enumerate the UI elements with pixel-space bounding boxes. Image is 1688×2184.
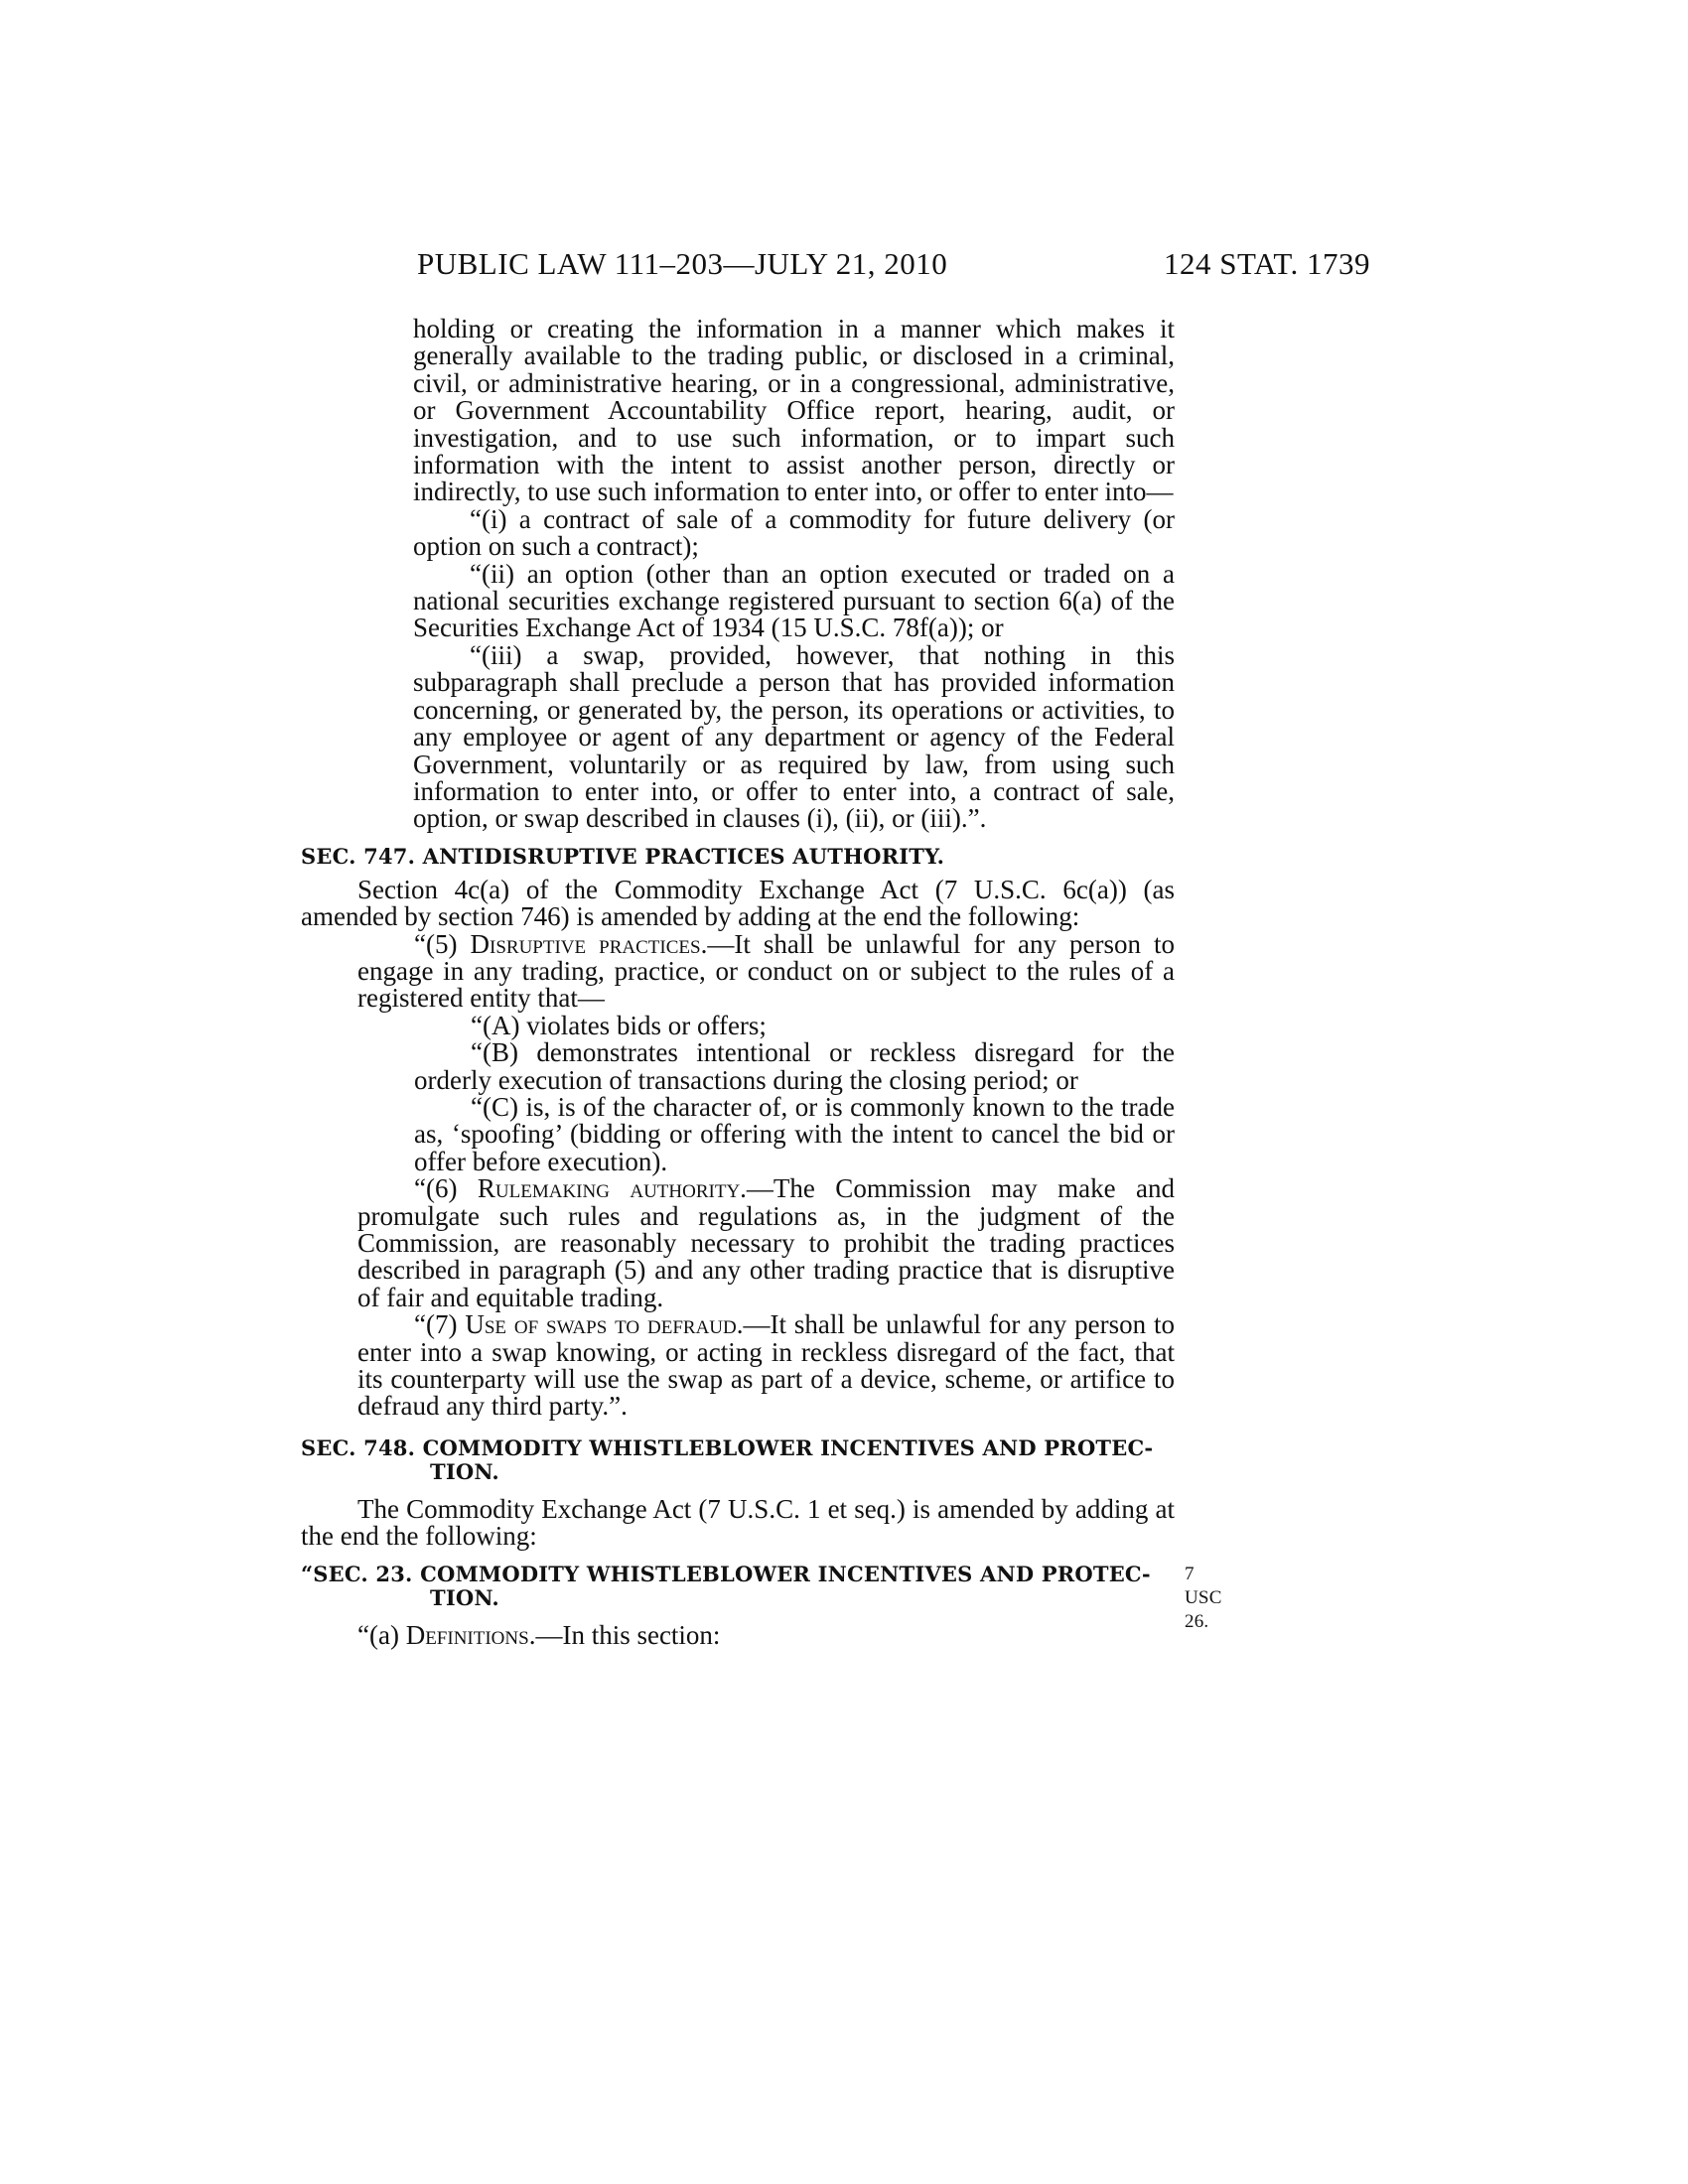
sec23-definitions: [301, 1619, 1175, 1650]
def-text: —In this section:: [535, 1619, 721, 1650]
sec747-paragraphs: [357, 928, 1176, 1422]
margin-note-usc: 7 USC 26.: [1185, 1563, 1222, 1632]
sec748-heading-line2: TION.: [430, 1458, 499, 1484]
clause-ii: “(ii) an option (other than an option executed or traded on a national securities exchange registered pursuant to section 6(a) of the Securities Exchange Act of 1934 (15 U.S.C. 78f(a)); or: [413, 558, 1175, 643]
def-num: “(a): [357, 1619, 406, 1650]
sec23-heading-line2: TION.: [430, 1584, 499, 1610]
sec23-heading-line1: “SEC. 23. COMMODITY WHISTLEBLOWER INCENTIVES AND PROTEC-: [301, 1561, 1151, 1586]
subpara-b: “(B) demonstrates intentional or reckless disregard for the orderly execution of transactions during the closing period; or: [414, 1037, 1175, 1095]
para-6-num: “(6): [414, 1173, 478, 1204]
clause-iii: “(iii) a swap, provided, however, that nothing in this subparagraph shall preclude a person that has provided information concerning, or generated by, the person, its operations or activities, to any employee or agent of any department or agency of the Federal Government, voluntarily or as required by law, from using such information to enter into, or offer to enter into, a contract of sale, option, or swap described in clauses (i), (ii), or (iii).”.: [413, 639, 1175, 834]
sec747-heading: SEC. 747. ANTIDISRUPTIVE PRACTICES AUTHORITY.: [301, 843, 945, 869]
para-5-num: “(5): [414, 928, 471, 959]
subpara-a: “(A) violates bids or offers;: [471, 1010, 767, 1040]
para-7-title: Use of swaps to defraud.: [465, 1309, 744, 1340]
intro-block: [413, 316, 1175, 833]
subpara-c: “(C) is, is of the character of, or is commonly known to the trade as, ‘spoofing’ (bidding or offering with the intent to cancel the bid or offer before execution).: [414, 1091, 1175, 1176]
para-7-num: “(7): [414, 1309, 466, 1340]
para-7: [357, 1311, 1175, 1421]
para-6: [357, 1175, 1175, 1311]
document-body: [301, 314, 1222, 1650]
para-5-title: Disruptive practices.: [470, 928, 708, 959]
sec23-heading: [301, 1561, 1222, 1632]
sec748-heading: [301, 1436, 1175, 1484]
header-title: PUBLIC LAW 111–203—JULY 21, 2010: [417, 246, 948, 281]
para-5-subparagraphs: [414, 1010, 1175, 1176]
page-header: [298, 246, 1370, 286]
intro-paragraph: holding or creating the information in a manner which makes it generally available to the trading public, or disclosed in a criminal, civil, or administrative hearing, or in a congressional, administrative, or Government Accountability Office report, hearing, audit, or investigation, and to use such information, or to impart such information with the intent to assist another person, directly or indirectly, to use such information to enter into, or offer to enter into—: [413, 314, 1175, 507]
sec747-intro: Section 4c(a) of the Commodity Exchange Act (7 U.S.C. 6c(a)) (as amended by section 746) is amended by adding at the end the following:: [301, 874, 1175, 932]
header-stat-page: 124 STAT. 1739: [1163, 246, 1370, 281]
para-5: [357, 928, 1176, 1014]
para-5-text: —It shall be unlawful for any person to engage in any trading, practice, or conduct on or subject to the rules of a registered entity that—: [357, 928, 1176, 1014]
def-title: Definitions.: [405, 1619, 536, 1650]
sec748-intro: The Commodity Exchange Act (7 U.S.C. 1 et seq.) is amended by adding at the end the following:: [301, 1493, 1175, 1552]
para-7-text: —It shall be unlawful for any person to enter into a swap knowing, or acting in reckless disregard of the fact, that its counterparty will use the swap as part of a device, scheme, or artifice to defraud any third party.”.: [357, 1309, 1175, 1422]
para-6-text: —The Commission may make and promulgate such rules and regulations as, in the judgment of the Commission, are reasonably necessary to prohibit the trading practices described in paragraph (5) and any other trading practice that is disruptive of fair and equitable trading.: [357, 1173, 1176, 1312]
para-6-title: Rulemaking authority.: [477, 1173, 747, 1204]
clause-i: “(i) a contract of sale of a commodity for future delivery (or option on such a contract);: [413, 503, 1175, 562]
sec748-heading-line1: SEC. 748. COMMODITY WHISTLEBLOWER INCENTIVES AND PROTEC-: [301, 1434, 1154, 1460]
